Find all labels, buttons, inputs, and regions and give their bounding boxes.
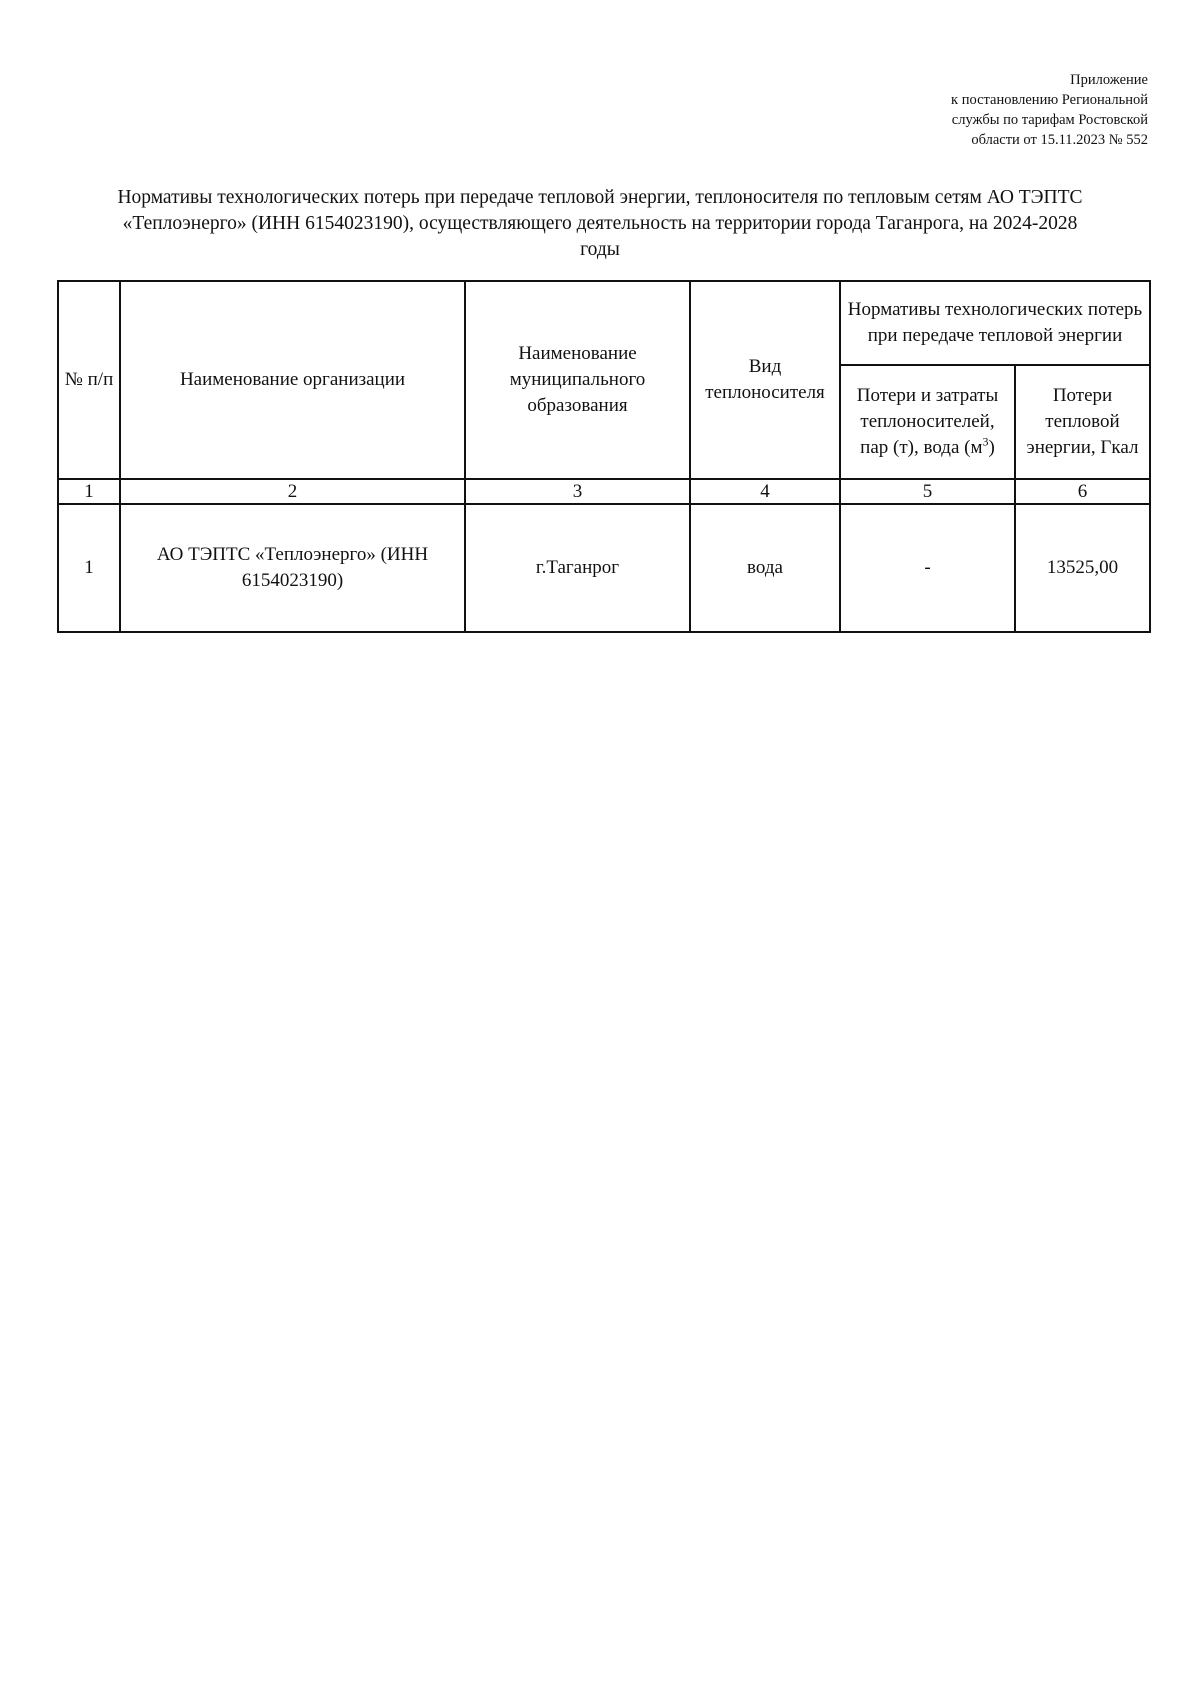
column-number: 3	[465, 479, 690, 504]
title-line: годы	[580, 239, 620, 260]
column-number: 5	[840, 479, 1015, 504]
document-title	[50, 185, 1150, 263]
column-number-row	[58, 479, 1150, 504]
appendix-line: службы по тарифам Ростовской	[951, 112, 1148, 128]
table-row	[58, 504, 1150, 632]
column-number: 1	[58, 479, 120, 504]
header-norms-group: Нормативы технологических потерь при передаче тепловой энергии	[840, 281, 1150, 365]
column-number: 4	[690, 479, 840, 504]
header-losses-carrier-end: )	[988, 437, 995, 458]
header-row	[58, 281, 1150, 365]
appendix-line: области от 15.11.2023 № 552	[971, 132, 1148, 148]
header-municipality: Наименование муниципального образования	[465, 281, 690, 479]
column-number: 6	[1015, 479, 1150, 504]
cell-losses-heat: 13525,00	[1015, 504, 1150, 632]
norms-table	[57, 280, 1151, 633]
header-carrier: Вид теплоносителя	[690, 281, 840, 479]
title-line: Нормативы технологических потерь при передаче тепловой энергии, теплоносителя по тепловым сетям АО ТЭПТС	[117, 187, 1083, 208]
cell-org: АО ТЭПТС «Теплоэнерго» (ИНН 6154023190)	[120, 504, 465, 632]
header-num: № п/п	[58, 281, 120, 479]
cell-losses-carrier: -	[840, 504, 1015, 632]
cell-municipality: г.Таганрог	[465, 504, 690, 632]
appendix-note	[951, 70, 1148, 150]
appendix-line: к постановлению Региональной	[951, 92, 1148, 108]
header-losses-heat: Потери тепловой энергии, Гкал	[1015, 365, 1150, 479]
cell-num: 1	[58, 504, 120, 632]
title-line: «Теплоэнерго» (ИНН 6154023190), осуществляющего деятельность на территории города Таганрога, на 2024-2028	[122, 213, 1078, 234]
appendix-line: Приложение	[1070, 72, 1148, 88]
header-org: Наименование организации	[120, 281, 465, 479]
cell-carrier: вода	[690, 504, 840, 632]
column-number: 2	[120, 479, 465, 504]
header-losses-carrier-text: Потери и затраты теплоносителей, пар (т), вода (м	[856, 385, 999, 458]
header-losses-carrier-sup: 3	[982, 434, 989, 449]
header-losses-carrier	[840, 365, 1015, 479]
